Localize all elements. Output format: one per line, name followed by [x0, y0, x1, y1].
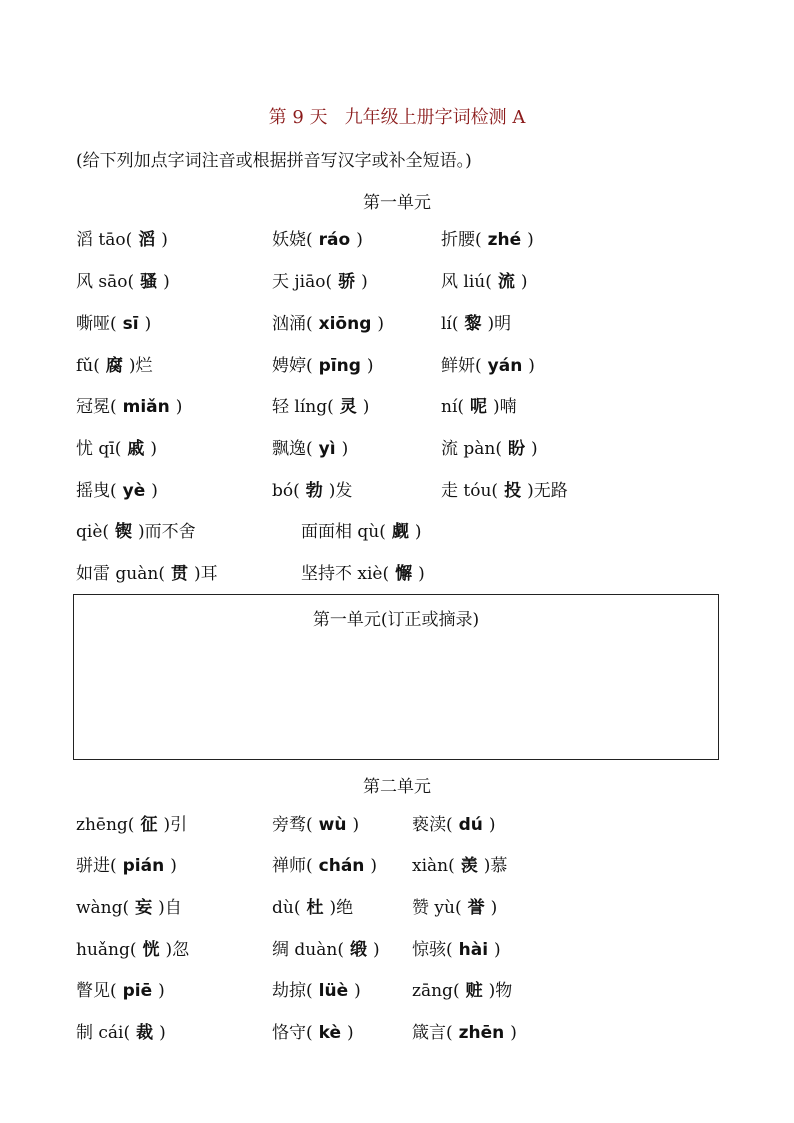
unit1-item: 汹涌( xiōng ) — [272, 314, 385, 334]
unit1-item: 走 tóu( 投 )无路 — [441, 481, 568, 501]
unit1-item: 坚持不 xiè( 懈 ) — [301, 564, 425, 584]
unit2-item: 劫掠( lüè ) — [272, 981, 361, 1001]
answer: 懈 — [395, 564, 413, 584]
answer: miǎn — [122, 397, 170, 417]
correction-box — [73, 594, 719, 760]
answer: 滔 — [138, 230, 156, 250]
unit1-item: 嘶哑( sī ) — [76, 314, 152, 334]
unit1-item: 流 pàn( 盼 ) — [441, 439, 538, 459]
unit2-item: dù( 杜 )绝 — [272, 898, 354, 918]
answer: 誉 — [467, 898, 485, 918]
unit2-item: 箴言( zhēn ) — [412, 1023, 517, 1043]
answer: 杜 — [306, 898, 324, 918]
answer: piē — [122, 981, 153, 1001]
unit1-item: bó( 勃 )发 — [272, 481, 353, 501]
unit2-item: wàng( 妄 )自 — [76, 898, 182, 918]
answer: 勃 — [305, 481, 323, 501]
unit2-item: 亵渎( dú ) — [412, 815, 496, 835]
unit1-item: 轻 líng( 灵 ) — [272, 397, 370, 417]
answer: chán — [318, 856, 365, 876]
unit1-item: 飘逸( yì ) — [272, 439, 349, 459]
answer: 骚 — [140, 272, 158, 292]
unit2-item: zāng( 赃 )物 — [412, 981, 513, 1001]
answer: 妄 — [135, 898, 153, 918]
answer: wù — [318, 815, 347, 835]
answer: zhēn — [458, 1023, 505, 1043]
page-title: 第 9 天 九年级上册字词检测 A — [268, 107, 526, 128]
unit1-item: 滔 tāo( 滔 ) — [76, 230, 168, 250]
answer: 贯 — [170, 564, 188, 584]
unit1-item: lí( 黎 )明 — [441, 314, 512, 334]
answer: pián — [122, 856, 165, 876]
answer: 腐 — [105, 356, 123, 376]
answer: 征 — [140, 815, 158, 835]
answer: yì — [318, 439, 336, 459]
answer: 投 — [504, 481, 522, 501]
answer: 呢 — [470, 397, 488, 417]
unit1-item: 风 sāo( 骚 ) — [76, 272, 170, 292]
unit2-item: 惊骇( hài ) — [412, 940, 501, 960]
unit2-item: 骈进( pián ) — [76, 856, 177, 876]
answer: 骄 — [338, 272, 356, 292]
unit1-item: fǔ( 腐 )烂 — [76, 356, 153, 376]
unit2-item: 禅师( chán ) — [272, 856, 378, 876]
unit1-item: 娉婷( pīng ) — [272, 356, 374, 376]
answer: pīng — [318, 356, 361, 376]
unit1-item: 妖娆( ráo ) — [272, 230, 363, 250]
unit2-item: zhēng( 征 )引 — [76, 815, 188, 835]
unit2-heading: 第二单元 — [363, 777, 431, 797]
answer: 缎 — [349, 940, 367, 960]
answer: kè — [318, 1023, 342, 1043]
answer: 羡 — [460, 856, 478, 876]
instruction: (给下列加点字词注音或根据拼音写汉字或补全短语。) — [76, 151, 472, 171]
unit2-item: 制 cái( 裁 ) — [76, 1023, 166, 1043]
unit1-item: ní( 呢 )喃 — [441, 397, 517, 417]
unit1-item: 忧 qī( 戚 ) — [76, 439, 158, 459]
answer: 觑 — [391, 522, 409, 542]
answer: yán — [487, 356, 523, 376]
answer: 锲 — [115, 522, 133, 542]
unit1-item: 鲜妍( yán ) — [441, 356, 535, 376]
unit1-item: 摇曳( yè ) — [76, 481, 158, 501]
answer: 戚 — [127, 439, 145, 459]
answer: dú — [458, 815, 483, 835]
correction-box-title: 第一单元(订正或摘录) — [312, 610, 480, 630]
answer: 灵 — [339, 397, 357, 417]
unit2-item: 瞥见( piē ) — [76, 981, 165, 1001]
answer: sī — [122, 314, 139, 334]
answer: 流 — [497, 272, 515, 292]
answer: xiōng — [318, 314, 372, 334]
unit2-item: 旁骛( wù ) — [272, 815, 360, 835]
unit2-item: 绸 duàn( 缎 ) — [272, 940, 380, 960]
unit2-item: huǎng( 恍 )忽 — [76, 940, 190, 960]
unit1-item: 冠冕( miǎn ) — [76, 397, 183, 417]
unit1-item: 风 liú( 流 ) — [441, 272, 528, 292]
answer: 赃 — [465, 981, 483, 1001]
answer: zhé — [487, 230, 522, 250]
unit1-item: 天 jiāo( 骄 ) — [272, 272, 368, 292]
unit1-item: 面面相 qù( 觑 ) — [301, 522, 422, 542]
answer: 恍 — [142, 940, 160, 960]
answer: yè — [122, 481, 146, 501]
answer: 盼 — [508, 439, 526, 459]
unit1-item: 折腰( zhé ) — [441, 230, 534, 250]
unit2-item: xiàn( 羡 )慕 — [412, 856, 508, 876]
unit1-item: qiè( 锲 )而不舍 — [76, 522, 196, 542]
answer: lüè — [318, 981, 349, 1001]
answer: 裁 — [136, 1023, 154, 1043]
unit2-item: 赞 yù( 誉 ) — [412, 898, 498, 918]
answer: ráo — [318, 230, 351, 250]
answer: 黎 — [464, 314, 482, 334]
unit1-item: 如雷 guàn( 贯 )耳 — [76, 564, 218, 584]
unit2-item: 恪守( kè ) — [272, 1023, 354, 1043]
unit1-heading: 第一单元 — [363, 193, 431, 213]
answer: hài — [458, 940, 489, 960]
